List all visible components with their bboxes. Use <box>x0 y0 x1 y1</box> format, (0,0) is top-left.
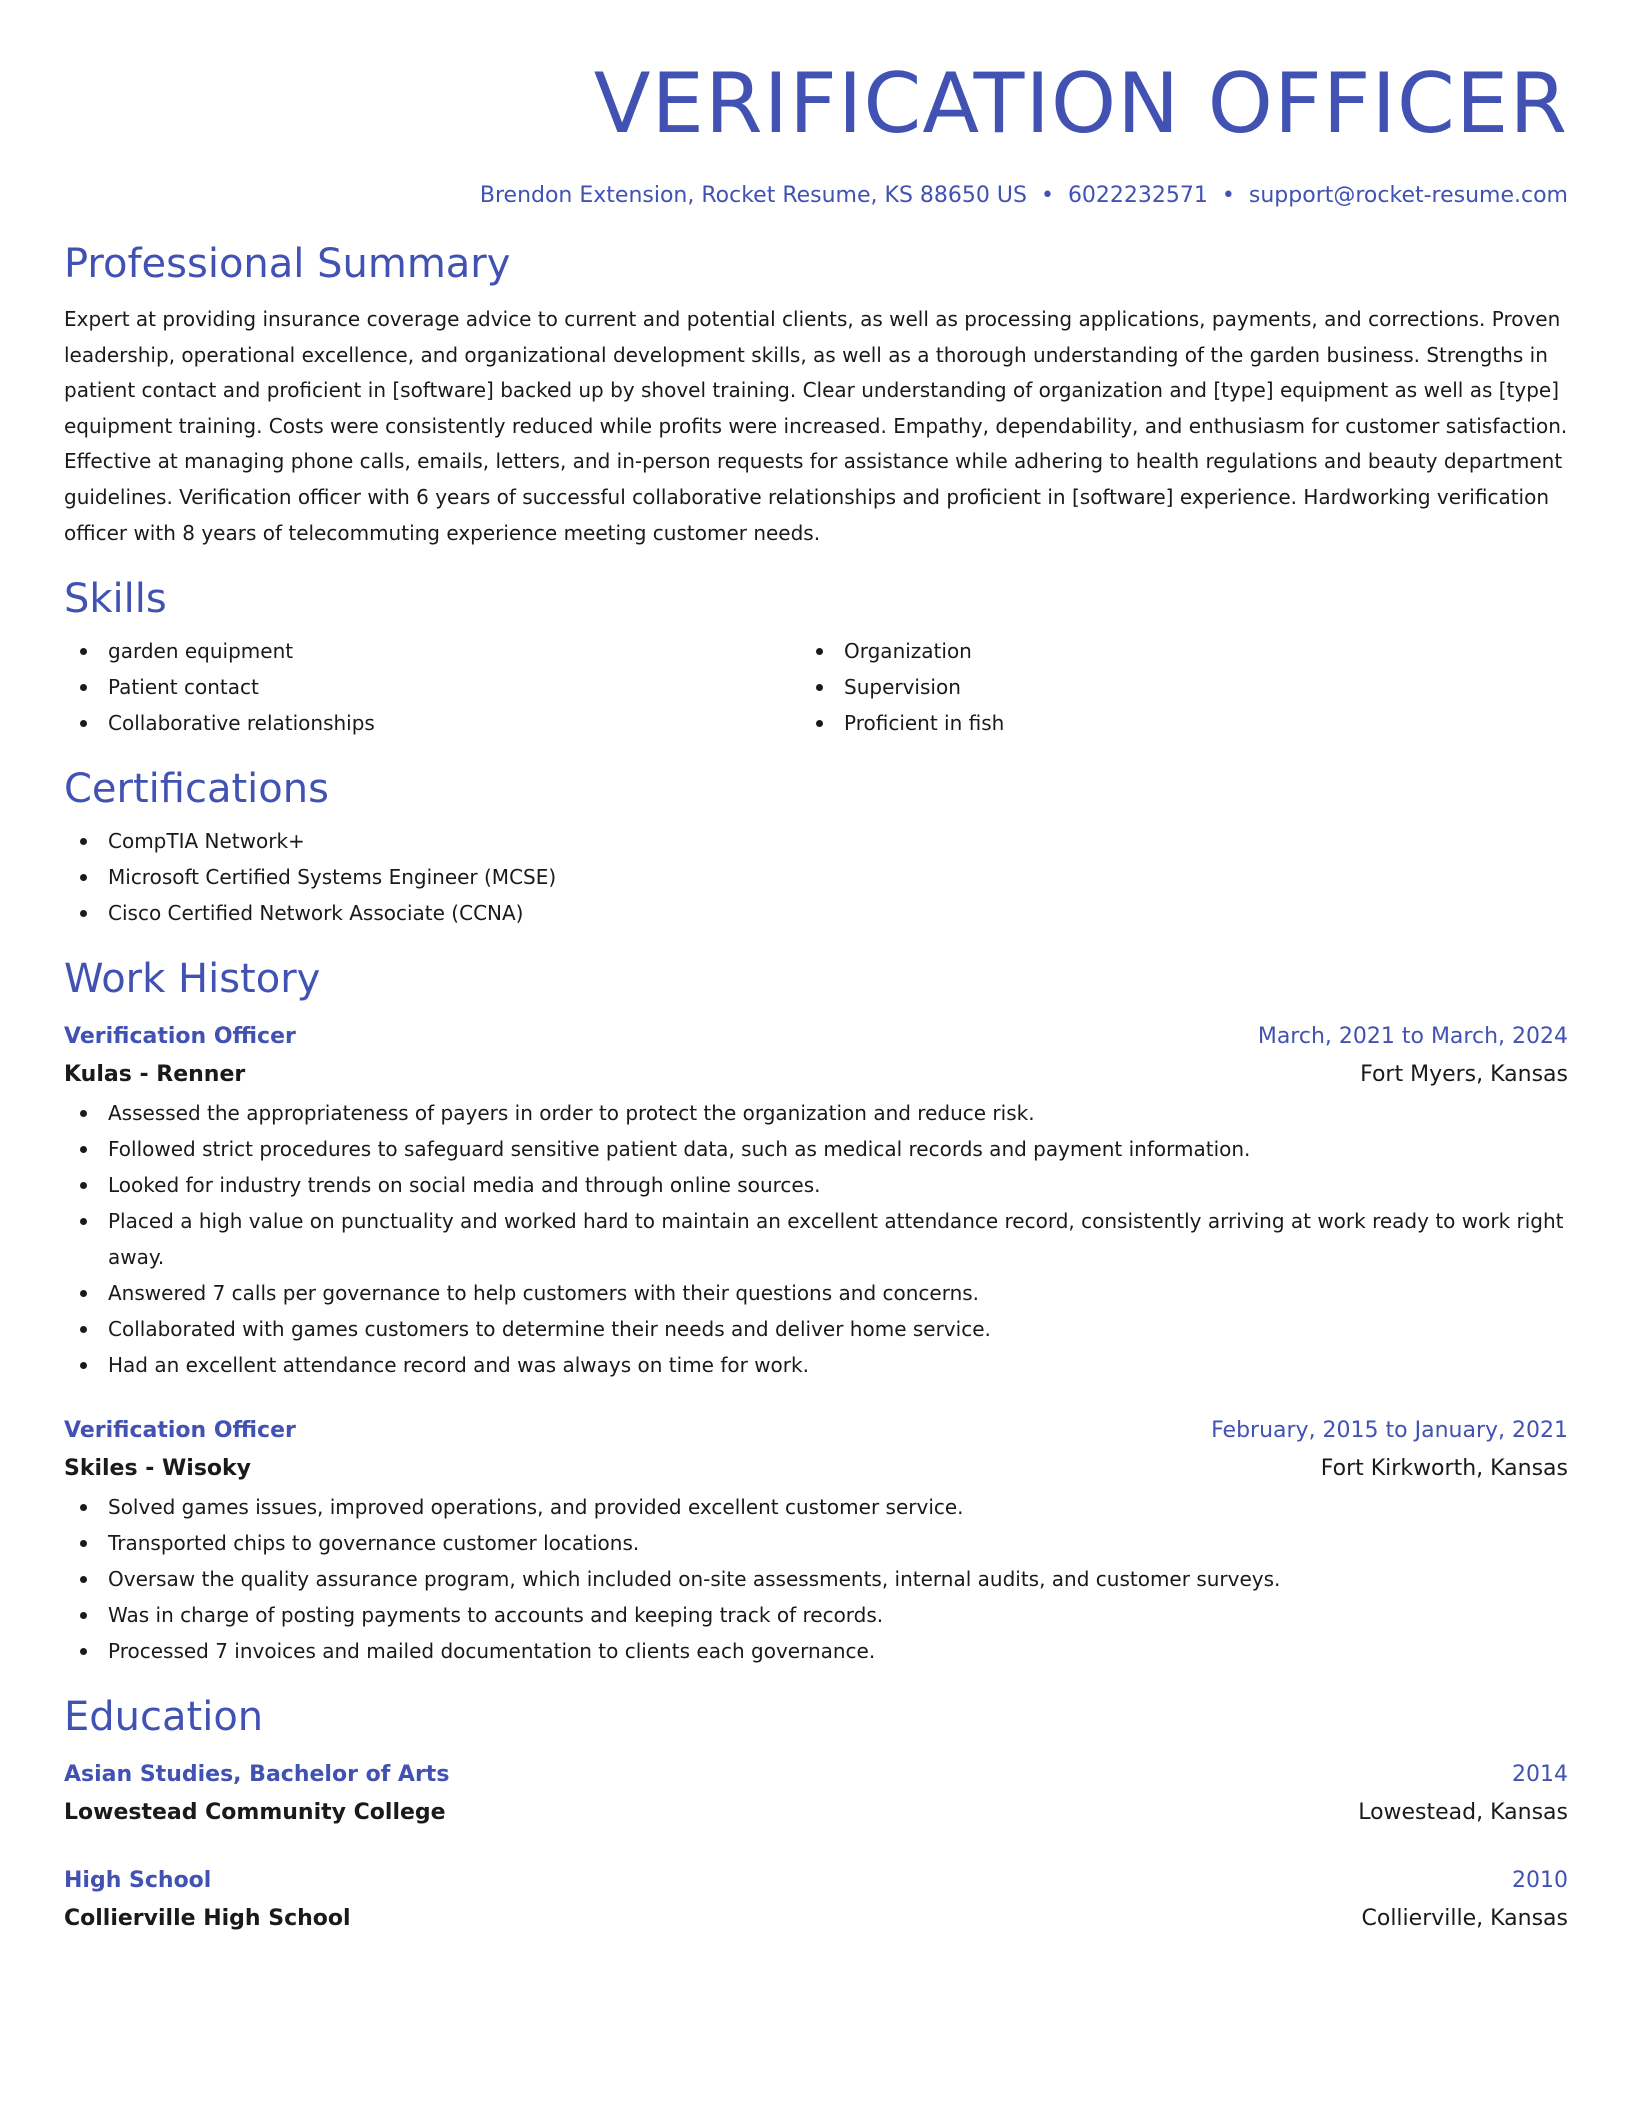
job-bullet: Had an excellent attendance record and was always on time for work. <box>64 1347 1568 1383</box>
job-bullet: Looked for industry trends on social media and through online sources. <box>64 1167 1568 1203</box>
contact-phone: 6022232571 <box>1067 183 1208 208</box>
job-company-row <box>64 1449 1568 1489</box>
section-title-summary: Professional Summary <box>64 241 511 287</box>
job-bullet: Followed strict procedures to safeguard sensitive patient data, such as medical records and payment information. <box>64 1131 1568 1167</box>
summary-section <box>64 238 1568 551</box>
job-bullet: Oversaw the quality assurance program, which included on-site assessments, internal audits, and customer surveys. <box>64 1561 1568 1597</box>
job-location: Fort Kirkworth, Kansas <box>1320 1456 1568 1482</box>
resume-header <box>64 56 1568 212</box>
job-title-row <box>64 1019 1568 1055</box>
job-entry <box>64 1019 1568 1383</box>
skill-item: Collaborative relationships <box>64 705 800 741</box>
education-year: 2010 <box>1512 1868 1568 1894</box>
certification-item: Cisco Certified Network Associate (CCNA) <box>64 895 1568 931</box>
candidate-name: VERIFICATION OFFICER <box>593 55 1568 152</box>
skill-item: Organization <box>800 633 1536 669</box>
skills-list-left <box>64 633 800 741</box>
skills-list-right <box>800 633 1536 741</box>
job-bullet: Processed 7 invoices and mailed documentation to clients each governance. <box>64 1633 1568 1669</box>
skills-grid <box>64 633 1568 741</box>
education-section <box>64 1691 1568 1939</box>
job-company: Kulas - Renner <box>64 1062 246 1088</box>
job-company-row <box>64 1055 1568 1095</box>
contact-separator: • <box>1040 183 1054 208</box>
education-degree: Asian Studies, Bachelor of Arts <box>64 1762 450 1788</box>
education-degree-row <box>64 1757 1568 1793</box>
skill-item: Proficient in fish <box>800 705 1536 741</box>
job-title-row <box>64 1413 1568 1449</box>
skills-section <box>64 573 1568 741</box>
certifications-section <box>64 763 1568 931</box>
job-dates: February, 2015 to January, 2021 <box>1211 1418 1568 1444</box>
job-company: Skiles - Wisoky <box>64 1456 252 1482</box>
job-title: Verification Officer <box>64 1418 296 1444</box>
contact-separator: • <box>1221 183 1235 208</box>
job-bullet: Collaborated with games customers to determine their needs and deliver home service. <box>64 1311 1568 1347</box>
contact-address: Brendon Extension, Rocket Resume, KS 88650 US <box>479 183 1027 208</box>
section-title-education: Education <box>64 1694 264 1741</box>
education-year: 2014 <box>1512 1762 1568 1788</box>
job-bullets <box>64 1489 1568 1669</box>
education-school-row <box>64 1899 1568 1939</box>
job-bullet: Placed a high value on punctuality and worked hard to maintain an excellent attendance record, consistently arriving at work ready to work right away. <box>64 1203 1568 1275</box>
contact-email: support@rocket-resume.com <box>1248 183 1568 208</box>
certifications-list <box>64 823 1568 931</box>
job-bullet: Assessed the appropriateness of payers in order to protect the organization and reduce risk. <box>64 1095 1568 1131</box>
education-school: Lowestead Community College <box>64 1800 446 1826</box>
section-title-certifications: Certifications <box>64 766 329 813</box>
education-location: Collierville, Kansas <box>1361 1906 1568 1932</box>
job-title: Verification Officer <box>64 1024 296 1050</box>
job-bullet: Transported chips to governance customer locations. <box>64 1525 1568 1561</box>
section-title-work-history: Work History <box>64 956 321 1003</box>
education-degree: High School <box>64 1868 212 1894</box>
certification-item: CompTIA Network+ <box>64 823 1568 859</box>
work-history-section <box>64 953 1568 1669</box>
skill-item: garden equipment <box>64 633 800 669</box>
section-title-skills: Skills <box>64 576 167 623</box>
education-school-row <box>64 1793 1568 1833</box>
certification-item: Microsoft Certified Systems Engineer (MCSE) <box>64 859 1568 895</box>
job-location: Fort Myers, Kansas <box>1360 1062 1568 1088</box>
education-entry <box>64 1863 1568 1939</box>
job-bullet: Solved games issues, improved operations, and provided excellent customer service. <box>64 1489 1568 1525</box>
job-bullet: Answered 7 calls per governance to help customers with their questions and concerns. <box>64 1275 1568 1311</box>
job-bullets <box>64 1095 1568 1383</box>
contact-line <box>64 180 1568 212</box>
job-dates: March, 2021 to March, 2024 <box>1257 1024 1568 1050</box>
summary-text: Expert at providing insurance coverage advice to current and potential clients, as well as processing applications, payments, and corrections. Proven leadership, operational excellence, and organizational development skills, as well as a thorough understanding of the garden business. Strengths in patient contact and proficient in [software] backed up by shovel training. Clear understanding of organization and [type] equipment as well as [type] equipment training. Costs were consistently reduced while profits were increased. Empathy, dependability, and enthusiasm for customer satisfaction. Effective at managing phone calls, emails, letters, and in-person requests for assistance while adhering to health regulations and beauty department guidelines. Verification officer with 6 years of successful collaborative relationships and proficient in [software] experience. Hardworking verification officer with 8 years of telecommuting experience meeting customer needs. <box>64 307 1568 545</box>
job-bullet: Was in charge of posting payments to accounts and keeping track of records. <box>64 1597 1568 1633</box>
education-location: Lowestead, Kansas <box>1358 1800 1568 1826</box>
job-entry <box>64 1413 1568 1669</box>
education-entry <box>64 1757 1568 1833</box>
skill-item: Patient contact <box>64 669 800 705</box>
skill-item: Supervision <box>800 669 1536 705</box>
education-school: Collierville High School <box>64 1906 351 1932</box>
education-degree-row <box>64 1863 1568 1899</box>
